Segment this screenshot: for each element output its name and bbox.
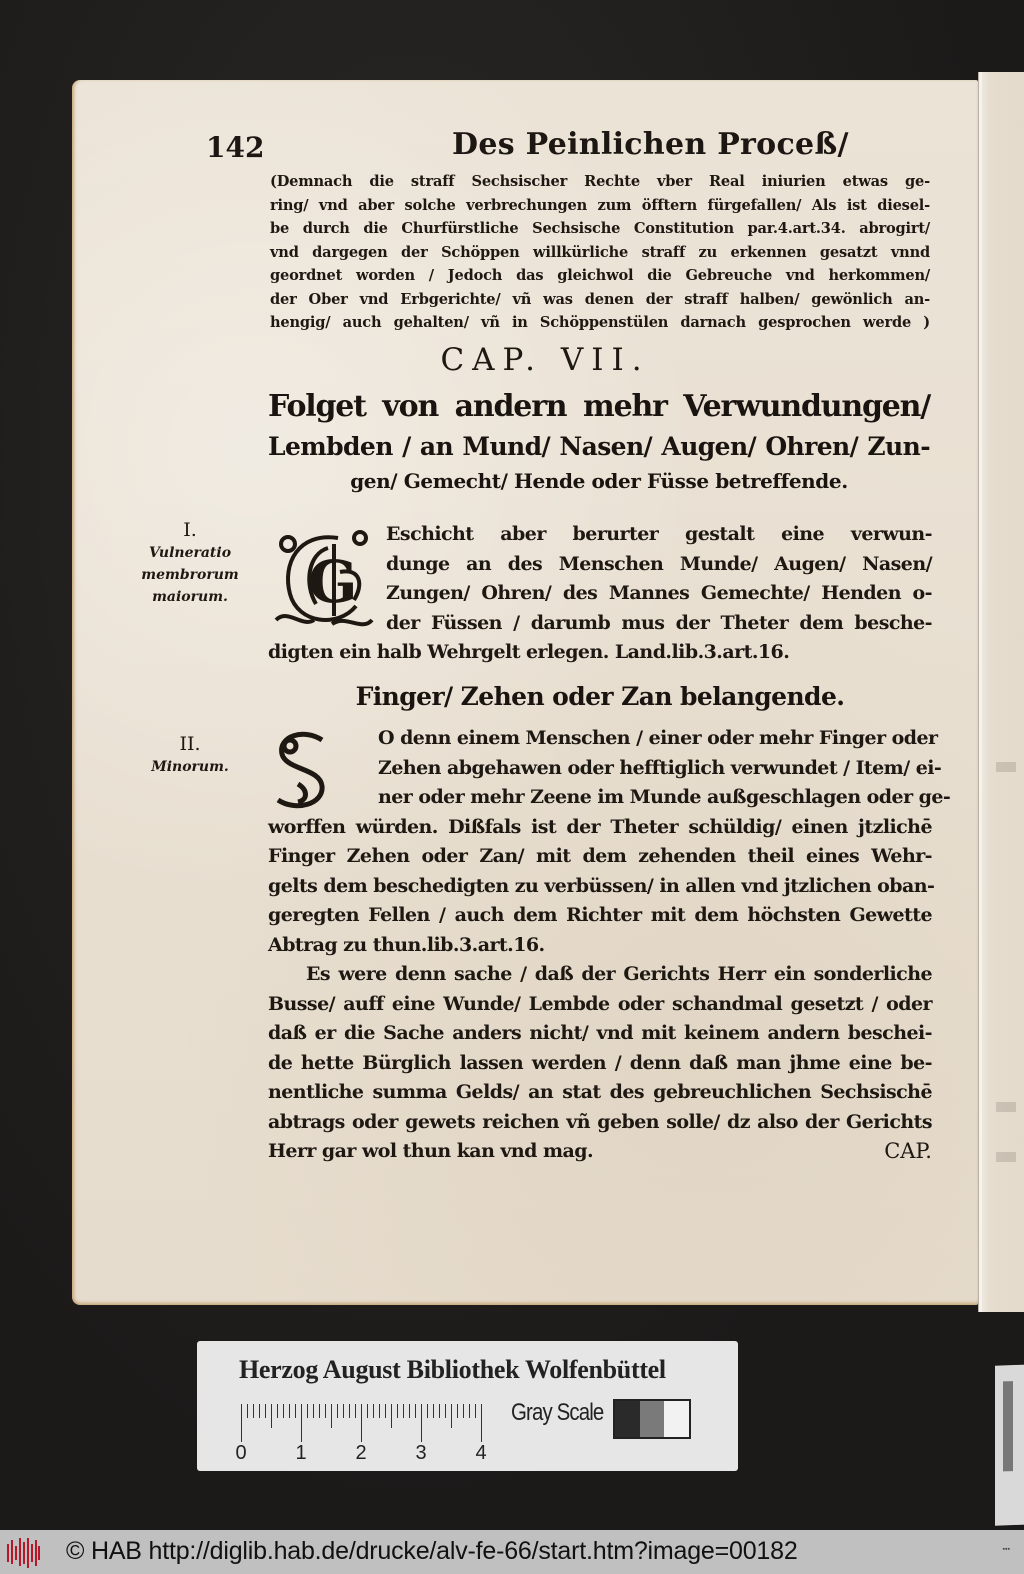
swatch-mid — [640, 1401, 665, 1437]
svg-text:G: G — [308, 548, 358, 616]
copyright-link[interactable]: © HAB http://diglib.hab.de/drucke/alv-fe-66/start.htm?image=00182 — [66, 1537, 798, 1565]
text-line-last — [268, 1137, 932, 1167]
chapter-title — [268, 386, 930, 496]
swatch-light — [664, 1401, 689, 1437]
margin-number: I. — [183, 519, 197, 541]
text-line: worffen würden. Dißfals ist der Theter schüldig/ einen jtzlichē — [268, 815, 932, 838]
text-line: digten ein halb Wehrgelt erlegen. Land.lib.3.art.16. — [268, 641, 790, 663]
margin-note-line: Minorum. — [151, 759, 229, 775]
bleed-through-mark — [996, 1152, 1016, 1162]
text-line: der Füssen / darumb mus der Theter dem besche- — [386, 611, 932, 634]
adjacent-color-card — [995, 1364, 1024, 1525]
margin-note-2 — [130, 732, 250, 778]
chapter-title-line: Lembden / an Mund/ Nasen/ Augen/ Ohren/ Zun- — [268, 432, 930, 461]
text-line: daß er die Sache anders nicht/ vnd mit keinem andern beschei- — [268, 1022, 932, 1044]
ruler-label: 0 — [235, 1442, 247, 1464]
text-line: Abtrag zu thun.lib.3.art.16. — [268, 933, 545, 956]
ruler-label: 4 — [475, 1442, 487, 1464]
margin-note-line: maiorum. — [152, 589, 228, 605]
subheading: Finger/ Zehen oder Zan belangende. — [355, 682, 845, 711]
bleed-through-mark — [996, 1102, 1016, 1112]
text-line: geordnet worden / Jedoch das gleichwol die Gebreuche vnd herkommen/ — [270, 267, 930, 284]
margin-note-line: membrorum — [141, 567, 239, 583]
text-line: hengig/ auch gehalten/ vñ in Schöppenstülen darnach gesprochen werde ) — [270, 314, 930, 331]
catchword: CAP. — [884, 1139, 932, 1163]
footer-mark: ▪▪▪ — [1002, 1546, 1010, 1553]
text-line: gelts dem beschedigten zu verbüssen/ in allen vnd jtzlichen oban- — [268, 874, 935, 897]
text-line: be durch die Churfürstliche Sechsische Constitution par.4.art.34. abrogirt/ — [270, 220, 930, 237]
preface-paragraph — [270, 170, 930, 335]
text-fragment: Herr gar wol thun kan vnd mag. — [268, 1140, 594, 1162]
text-line: Zungen/ Ohren/ des Mannes Gemechte/ Henden o- — [386, 582, 932, 604]
gutter-line — [978, 72, 982, 1312]
chapter-label: CAP. VII. — [440, 342, 650, 378]
library-name: Herzog August Bibliothek Wolfenbüttel — [239, 1355, 666, 1384]
bleed-through-mark — [996, 762, 1016, 772]
text-line: nentliche summa Gelds/ an stat des gebreuchlichen Sechsischē — [268, 1081, 932, 1103]
ruler-label: 2 — [355, 1442, 367, 1464]
adjacent-page-edge — [978, 72, 1024, 1312]
chapter-title-line: Folget von andern mehr Verwundungen/ — [268, 389, 930, 424]
section-1-body — [268, 520, 932, 668]
text-line: Es were denn sache / daß der Gerichts Herr ein sonderliche — [306, 963, 932, 985]
gray-scale-label: Gray Scale — [511, 1399, 604, 1426]
text-line: de hette Bürglich lassen werden / denn daß man jhme eine be- — [268, 1051, 932, 1074]
chapter-title-line: gen/ Gemecht/ Hende oder Füsse betreffende. — [350, 469, 848, 493]
ornamental-initial-s-icon — [268, 728, 336, 812]
text-line: abtrags oder gewets reichen vñ geben solle/ dz also der Gerichts — [268, 1110, 932, 1133]
text-line: Zehen abgehawen oder hefftiglich verwundet / Item/ ei- — [378, 756, 942, 779]
book-page — [72, 80, 978, 1305]
text-line: geregten Fellen / auch dem Richter mit dem höchsten Gewette — [268, 904, 932, 926]
running-head: Des Peinlichen Proceß/ — [452, 127, 849, 162]
margin-number: II. — [179, 733, 201, 755]
text-line: Eschicht aber berurter gestalt eine verwun- — [386, 523, 932, 545]
ruler-label: 3 — [415, 1442, 427, 1464]
section-2-body — [268, 724, 951, 1167]
text-line: O denn einem Menschen / einer oder mehr Finger oder — [378, 727, 938, 749]
page-header — [202, 127, 942, 171]
swatch-dark — [615, 1401, 640, 1437]
text-line: vnd dargegen der Schöppen willkürliche straff zu erkennen gesatzt vnnd — [270, 243, 930, 261]
text-line: ring/ vnd aber solche verbrechungen zum öfftern fürgefallen/ Als ist diesel- — [270, 196, 930, 214]
text-line: dunge an des Menschen Munde/ Augen/ Nasen/ — [386, 552, 932, 575]
hab-logo-icon — [5, 1534, 41, 1570]
gray-scale-swatches — [613, 1399, 691, 1439]
text-line: der Ober vnd Erbgerichte/ vñ was denen der straff halben/ gewönlich an- — [270, 290, 930, 308]
ruler-scale — [235, 1404, 487, 1464]
margin-note-line: Vulneratio — [148, 545, 232, 561]
ruler-label: 1 — [295, 1442, 307, 1464]
ornamental-initial-g-icon — [268, 524, 380, 636]
text-line: (Demnach die straff Sechsischer Rechte vber Real iniurien etwas ge- — [270, 173, 930, 190]
text-line: Busse/ auff eine Wunde/ Lembde oder schandmal gesetzt / oder — [268, 992, 932, 1015]
text-line: ner oder mehr Zeene im Munde außgeschlagen oder ge- — [378, 786, 951, 808]
page-number: 142 — [206, 131, 265, 164]
text-line: Finger Zehen oder Zan/ mit dem zehenden theil eines Wehr- — [268, 845, 932, 867]
margin-note-1 — [130, 518, 250, 608]
footer-bar — [0, 1530, 1024, 1574]
library-color-card — [197, 1341, 738, 1471]
